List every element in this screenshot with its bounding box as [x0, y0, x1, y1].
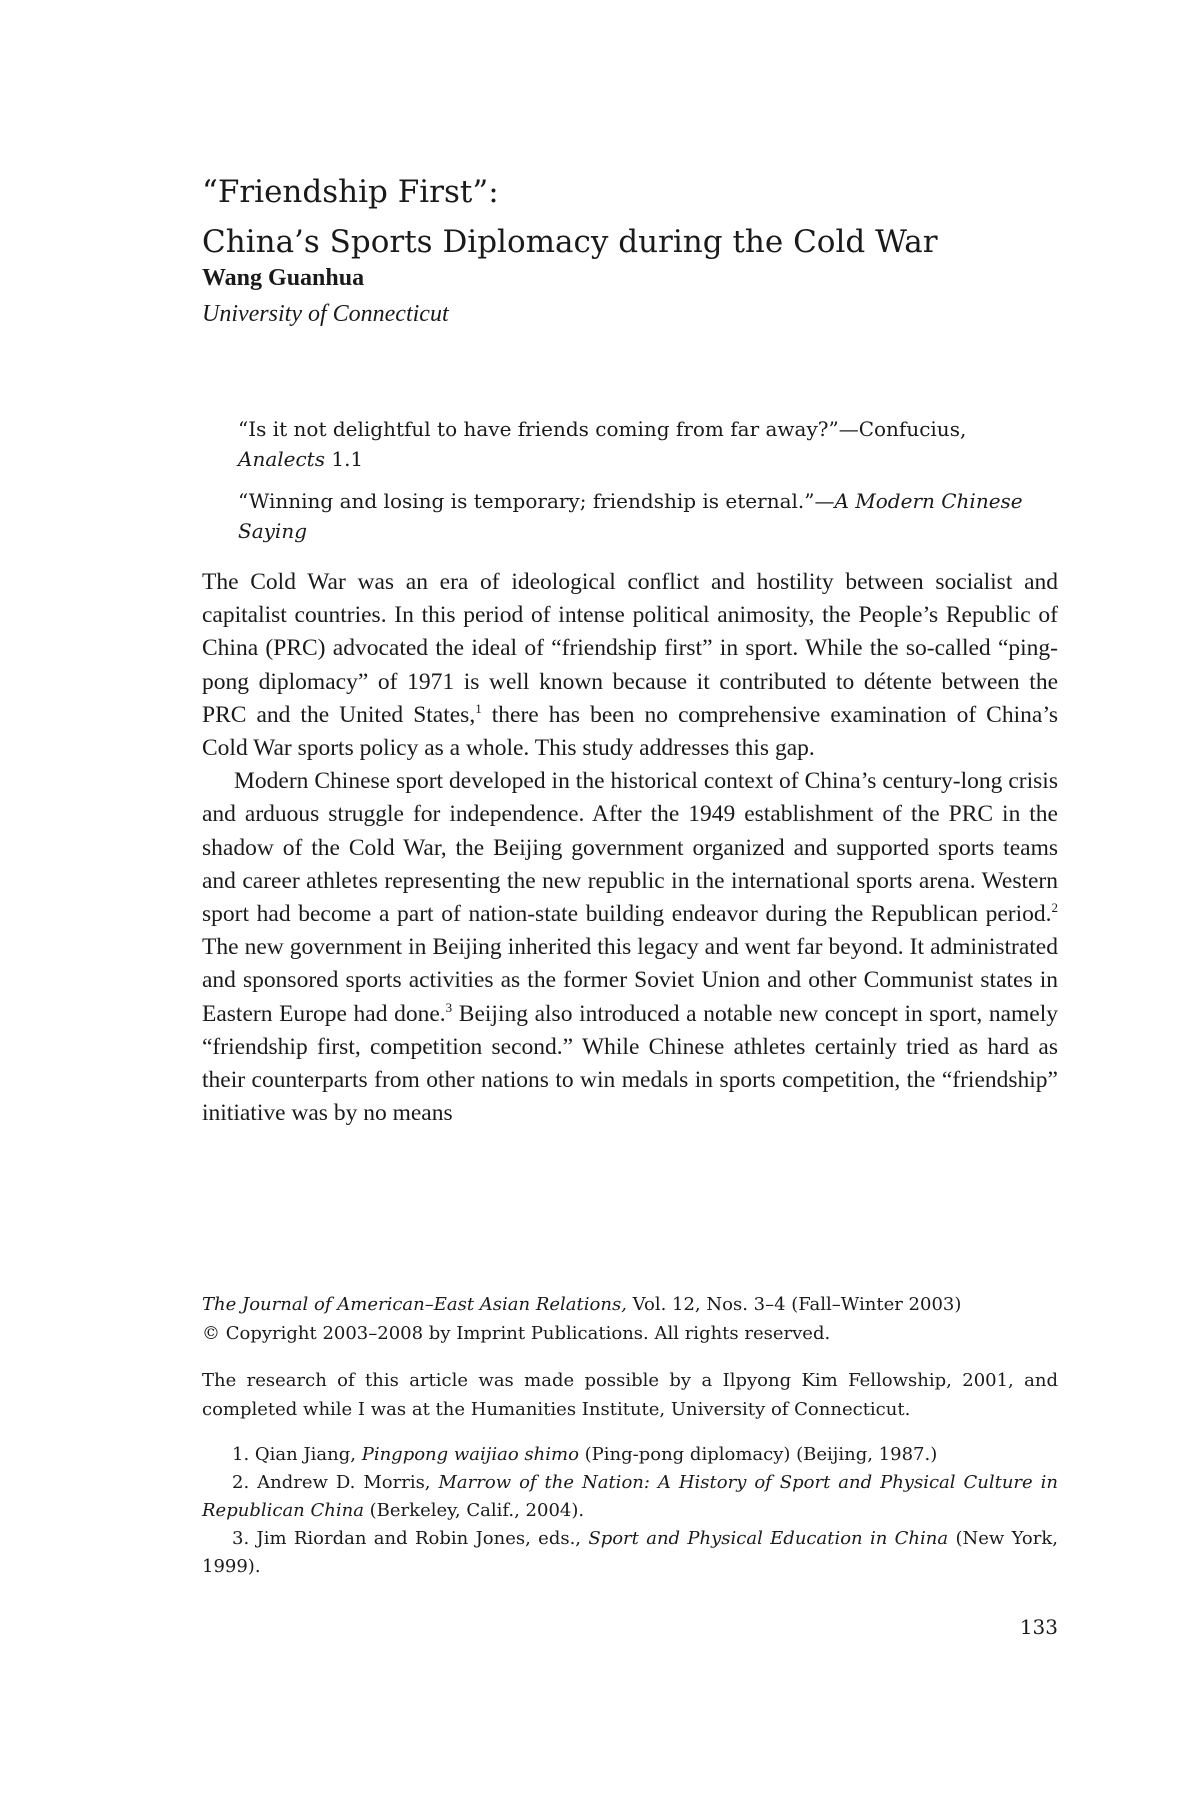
epigraph-1-source-tail: 1.1: [324, 447, 364, 471]
epigraph-1: [238, 414, 1038, 474]
footnote-1-title: Pingpong waijiao shimo: [361, 1444, 579, 1465]
epigraph-2: [238, 486, 1038, 546]
body-p1-part-b: there has been no comprehensive examination of China’s Cold War sports policy as a whole. This study addresses this gap.: [202, 701, 1058, 762]
research-note-text: The research of this article was made possible by a Ilpyong Kim Fellowship, 2001, and completed while I was at the Humanities Institute, University of Connecticut.: [202, 1370, 1058, 1420]
journal-line: [202, 1290, 1058, 1319]
body-p2-part-c: Beijing also introduced a notable new concept in sport, namely “friendship first, competition second.” While Chinese athletes certainly tried as hard as their counterparts from other nations to win medals in sports competition, the “friendship” initiative was by no means: [202, 1000, 1059, 1127]
footnote-3-title: Sport and Physical Education in China: [588, 1528, 949, 1549]
body-paragraph-2: [202, 765, 1058, 1130]
footnote-3-rest: (New York, 1999).: [202, 1528, 1058, 1577]
author-affiliation: University of Connecticut: [202, 301, 449, 327]
journal-name: The Journal of American–East Asian Relations,: [202, 1294, 627, 1315]
footnote-2-rest: (Berkeley, Calif., 2004).: [363, 1500, 585, 1521]
article-body: [202, 566, 1058, 1130]
footnote-2-lead: 2. Andrew D. Morris,: [232, 1472, 439, 1493]
footnote-1-lead: 1. Qian Jiang,: [232, 1444, 362, 1465]
title-line-2: China’s Sports Diplomacy during the Cold War: [202, 224, 938, 260]
body-paragraph-1: [202, 566, 1058, 765]
body-p2-part-a: Modern Chinese sport developed in the historical context of China’s century-long crisis and arduous struggle for independence. After the 1949 establishment of the PRC in the shadow of the Cold War, the Beijing government organized and supported sports teams and career athletes representing the new republic in the international sports arena. Western sport had become a part of nation-state building endeavor during the Republican period.: [202, 768, 1058, 928]
footnote-ref-2[interactable]: 2: [1051, 900, 1058, 916]
footnote-ref-3[interactable]: 3: [445, 999, 453, 1015]
epigraph-1-text: “Is it not delightful to have friends coming from far away?”—Confucius,: [238, 417, 967, 441]
epigraph-2-source: A Modern Chinese Saying: [238, 489, 1023, 543]
author-name: Wang Guanhua: [202, 265, 365, 291]
footnotes: [202, 1441, 1058, 1581]
footnote-2: [202, 1469, 1058, 1525]
body-p2-part-b: The new government in Beijing inherited this legacy and went far beyond. It administrated and sponsored sports activities as the former Soviet Union and other Communist states in Eastern Europe had done.: [202, 934, 1058, 1027]
footnote-1-rest: (Ping-pong diplomacy) (Beijing, 1987.): [578, 1444, 938, 1465]
copyright-line: © Copyright 2003–2008 by Imprint Publications. All rights reserved.: [202, 1323, 831, 1344]
title-line-1: “Friendship First”:: [202, 174, 499, 210]
article-title: [202, 167, 1062, 267]
footnote-3-lead: 3. Jim Riordan and Robin Jones, eds.,: [232, 1528, 589, 1549]
research-note: [202, 1366, 1058, 1424]
journal-issue: Vol. 12, Nos. 3–4 (Fall–Winter 2003): [626, 1294, 962, 1315]
journal-citation: [202, 1290, 1058, 1348]
epigraphs: [238, 414, 1038, 558]
epigraph-1-source: Analects: [238, 447, 325, 471]
footnote-2-title: Marrow of the Nation: A History of Sport and Physical Culture in Republican China: [202, 1472, 1058, 1521]
epigraph-2-text: “Winning and losing is temporary; friendship is eternal.”—: [238, 489, 835, 513]
footnote-ref-1[interactable]: 1: [475, 700, 482, 716]
footnote-1: [202, 1441, 1058, 1469]
body-p1-part-a: The Cold War was an era of ideological conflict and hostility between socialist and capitalist countries. In this period of intense political animosity, the People’s Republic of China (PRC) advocated the ideal of “friendship first” in sport. While the so-called “ping-pong diplomacy” of 1971 is well known because it contributed to détente between the PRC and the United States,: [202, 569, 1058, 728]
footnote-3: [202, 1525, 1058, 1581]
page-number: 133: [1019, 1615, 1058, 1639]
